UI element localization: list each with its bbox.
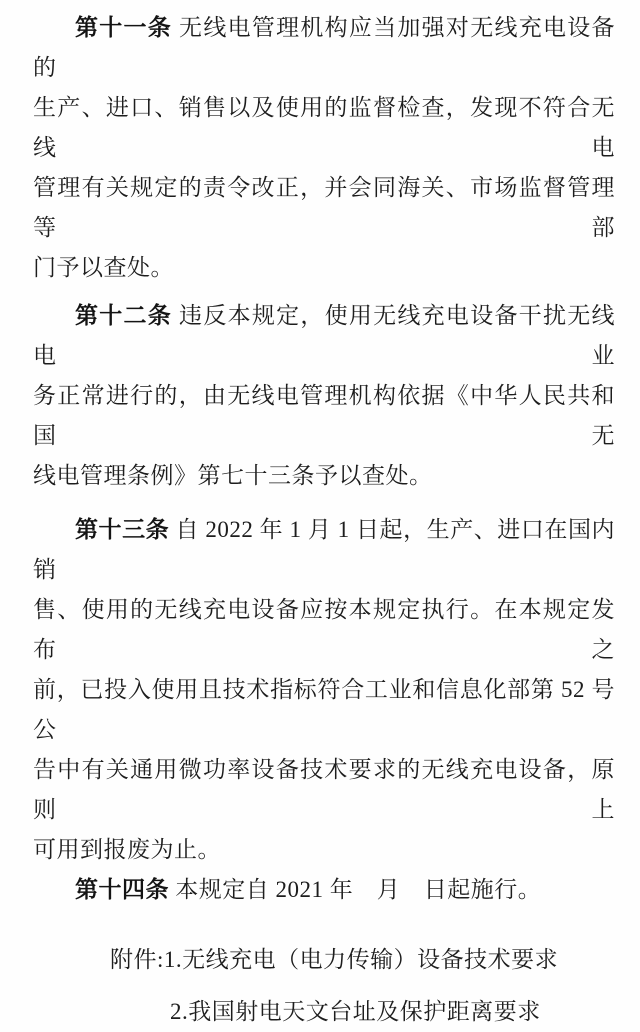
article-13 [33,510,615,870]
article-line: 售、使用的无线充电设备应按本规定执行。在本规定发布之 [33,597,615,662]
article-line: 告中有关通用微功率设备技术要求的无线充电设备，原则上 [33,757,615,822]
article-line [33,8,615,88]
article-number: 第十三条 [75,517,170,542]
attachment-item: 2.我国射电天文台址及保护距离要求 [170,999,541,1024]
article-line: 生产、进口、销售以及使用的监督检查，发现不符合无线电 [33,95,615,160]
article-line: 前，已投入使用且技术指标符合工业和信息化部第 52 号公 [33,677,615,742]
article-12 [33,296,615,496]
article-line: 门予以查处。 [33,255,174,280]
article-text: 自 2022 年 1 月 1 日起，生产、进口在国内销 [33,517,616,582]
article-number: 第十二条 [75,303,173,328]
article-line [33,870,615,910]
article-line: 务正常进行的，由无线电管理机构依据《中华人民共和国无 [33,383,615,448]
article-line [33,510,615,590]
article-11 [33,8,615,288]
article-text: 本规定自 2021 年 月 日起施行。 [169,877,542,902]
attachments-list [33,940,615,1032]
attachment-item: 附件:1.无线充电（电力传输）设备技术要求 [110,947,559,972]
article-number: 第十一条 [75,15,173,40]
article-text: 违反本规定，使用无线充电设备干扰无线电业 [33,303,616,368]
article-number: 第十四条 [75,877,169,902]
article-line: 可用到报废为止。 [33,837,221,862]
article-line [33,296,615,376]
article-line: 管理有关规定的责令改正，并会同海关、市场监督管理等部 [33,175,615,240]
article-14 [33,870,615,910]
article-text: 无线电管理机构应当加强对无线充电设备的 [33,15,616,80]
article-line: 线电管理条例》第七十三条予以查处。 [33,463,433,488]
